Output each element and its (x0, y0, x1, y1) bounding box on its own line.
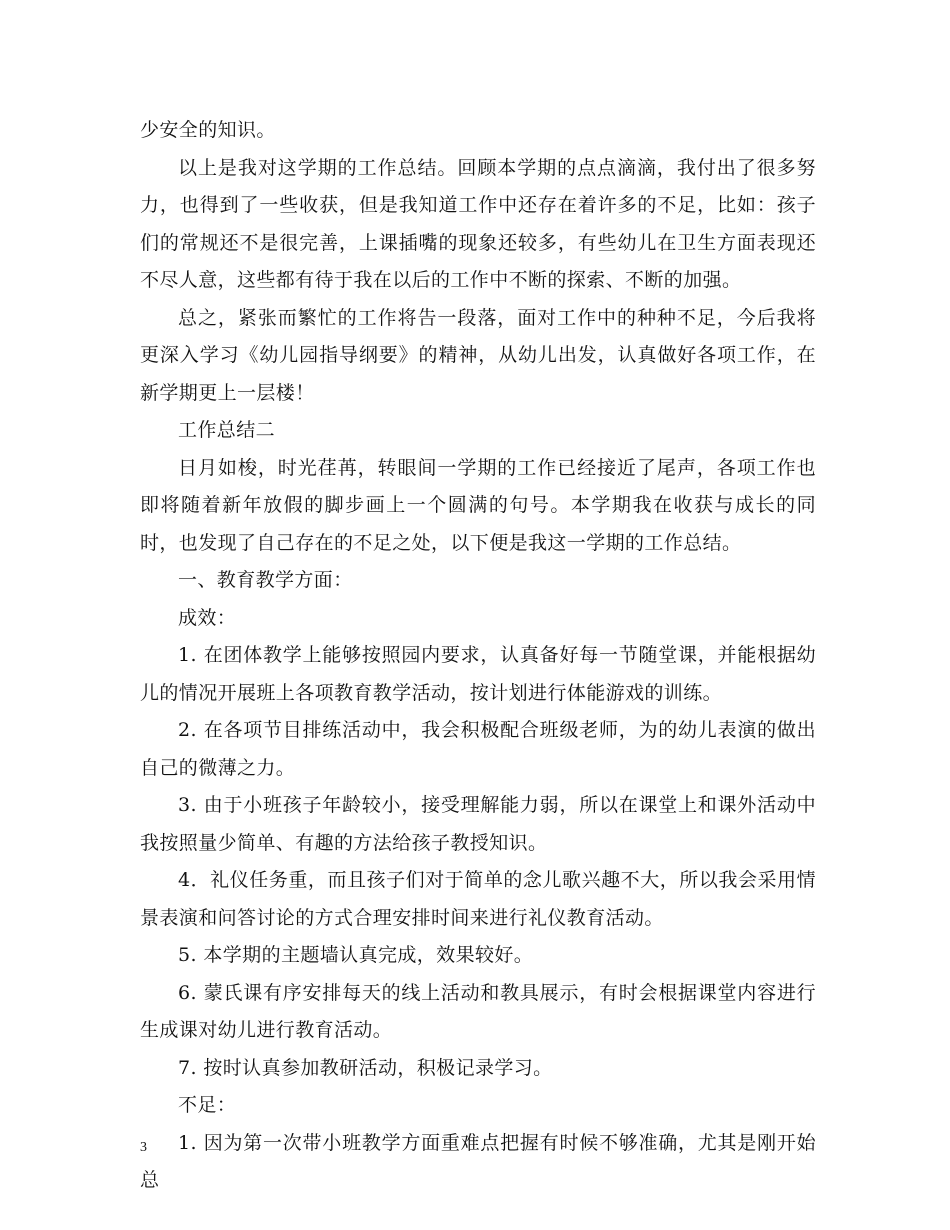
paragraph-continuation: 少安全的知识。 (140, 119, 276, 141)
list-item-achievement-4: 4．礼仪任务重，而且孩子们对于简单的念儿歌兴趣不大，所以我会采用情景表演和问答讨论的方式合理安排时间来进行礼仪教育活动。 (140, 869, 816, 929)
list-item-achievement-6: 6. 蒙氏课有序安排每天的线上活动和教具展示，有时会根据课堂内容进行生成课对幼儿进行教育活动。 (140, 981, 816, 1041)
list-item-achievement-2: 2. 在各项节目排练活动中，我会积极配合班级老师，为的幼儿表演的做出自己的微薄之力。 (140, 719, 816, 779)
subheading-achievements: 成效： (178, 606, 237, 629)
paragraph-conclusion: 总之，紧张而繁忙的工作将告一段落，面对工作中的种种不足，今后我将更深入学习《幼儿园指导纲要》的精神，从幼儿出发，认真做好各项工作，在新学期更上一层楼！ (140, 306, 816, 404)
section-heading-work-summary-two: 工作总结二 (178, 419, 276, 441)
subheading-shortcomings: 不足： (178, 1094, 237, 1116)
list-item-achievement-3: 3. 由于小班孩子年龄较小，接受理解能力弱，所以在课堂上和课外活动中我按照量少简单、有趣的方法给孩子教授知识。 (140, 794, 816, 854)
subheading-teaching: 一、教育教学方面： (178, 569, 353, 591)
list-item-achievement-1: 1. 在团体教学上能够按照园内要求，认真备好每一节随堂课，并能根据幼儿的情况开展班上各项教育教学活动，按计划进行体能游戏的训练。 (140, 644, 816, 704)
document-body (140, 112, 816, 1200)
paragraph-summary-reflection: 以上是我对这学期的工作总结。回顾本学期的点点滴滴，我付出了很多努力，也得到了一些收获，但是我知道工作中还存在着许多的不足，比如：孩子们的常规还不是很完善，上课插嘴的现象还较多，有些幼儿在卫生方面表现还不尽人意，这些都有待于我在以后的工作中不断的探索、不断的加强。 (140, 156, 816, 291)
paragraph-introduction: 日月如梭，时光荏苒，转眼间一学期的工作已经接近了尾声，各项工作也即将随着新年放假的脚步画上一个圆满的句号。本学期我在收获与成长的同时，也发现了自己存在的不足之处，以下便是我这一学期的工作总结。 (140, 456, 816, 554)
list-item-shortcoming-1: 1. 因为第一次带小班教学方面重难点把握有时候不够准确，尤其是刚开始总 (140, 1131, 816, 1191)
list-item-achievement-5: 5. 本学期的主题墙认真完成，效果较好。 (178, 944, 534, 966)
page-number: 3 (140, 1140, 147, 1155)
list-item-achievement-7: 7. 按时认真参加教研活动，积极记录学习。 (178, 1056, 553, 1079)
